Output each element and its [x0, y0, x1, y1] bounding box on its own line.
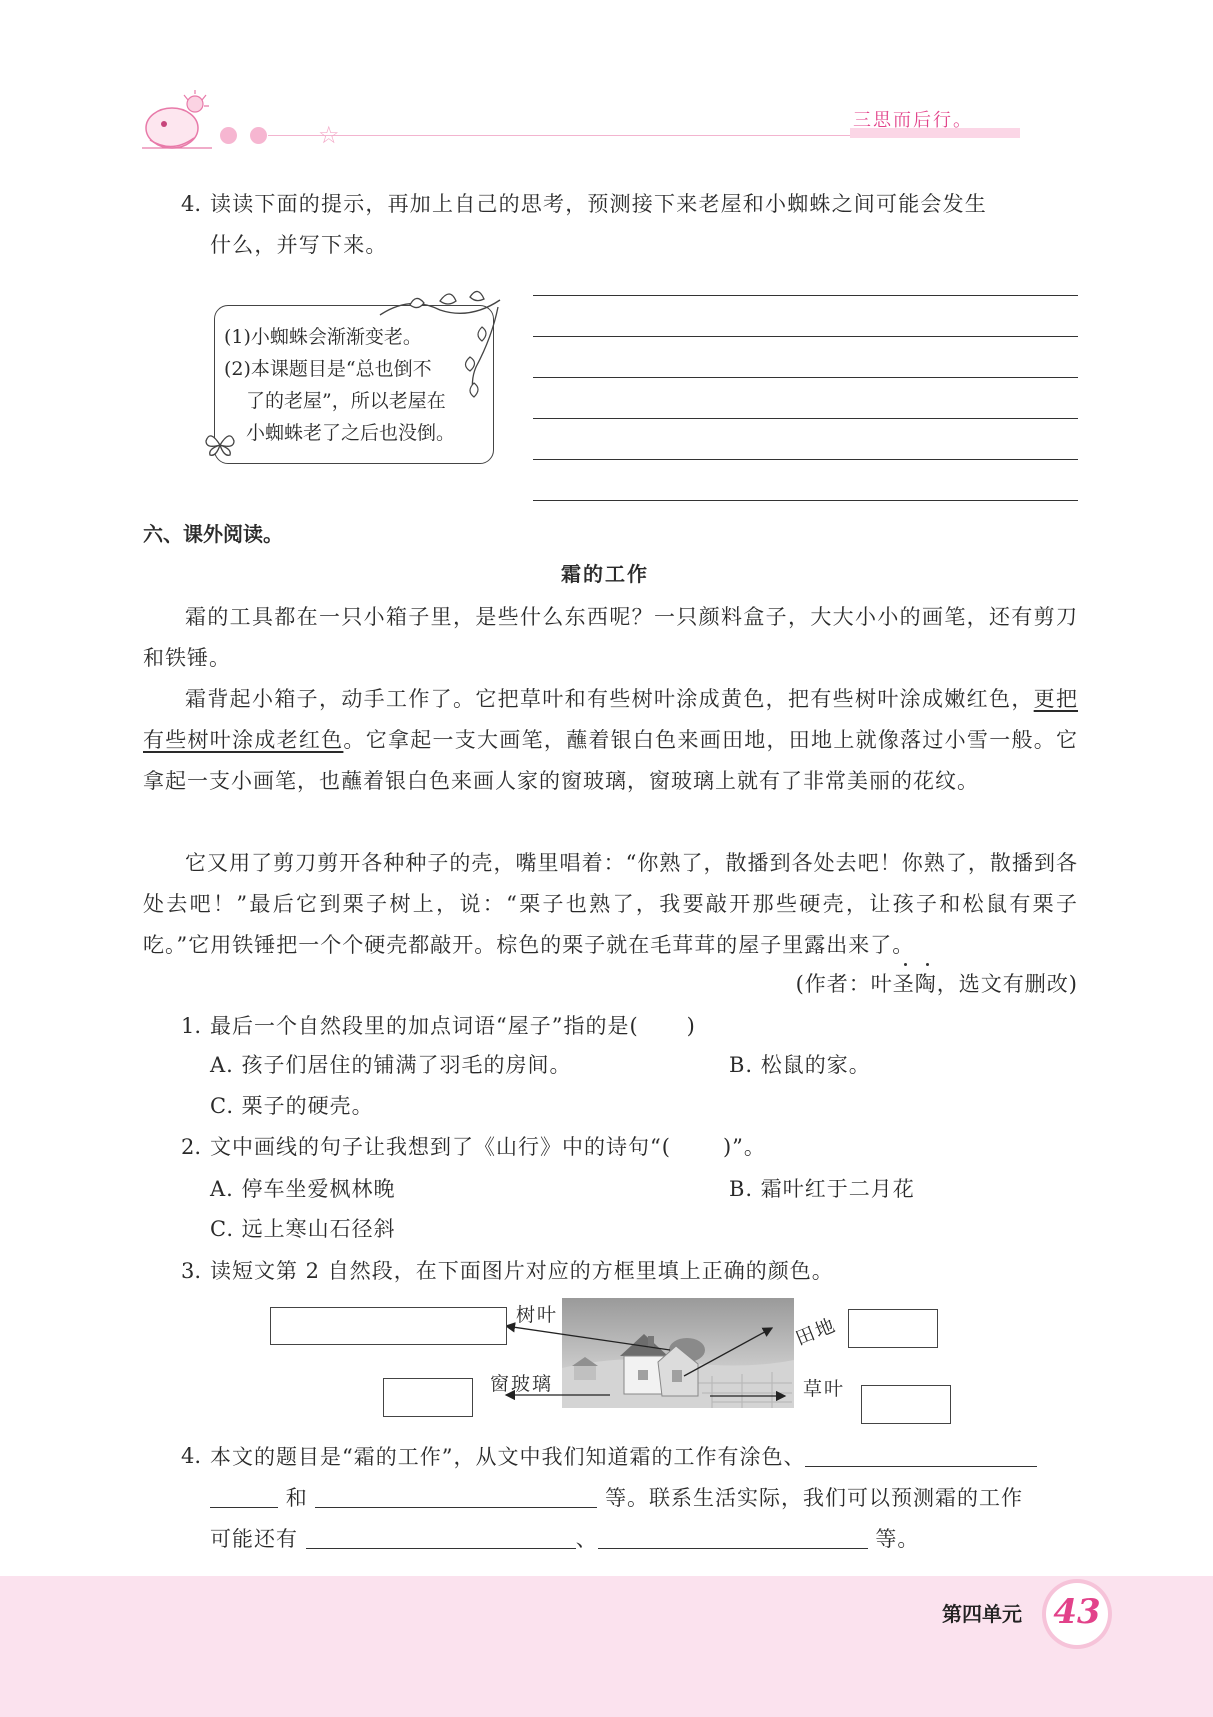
q1-text: 最后一个自然段里的加点词语“屋子”指的是( ) — [210, 1014, 696, 1038]
label-leaves: 树叶 — [516, 1304, 559, 1326]
hint-card-butterfly-icon — [203, 430, 237, 460]
hint-2c: 小蜘蛛老了之后也没倒。 — [246, 422, 456, 444]
q2-option-c[interactable]: C. 远上寒山石径斜 — [210, 1217, 396, 1241]
section-heading: 六、课外阅读。 — [143, 522, 283, 546]
q2-option-a[interactable]: A. 停车坐爱枫林晚 — [210, 1177, 396, 1201]
q4-line1: 本文的题目是“霜的工作”，从文中我们知道霜的工作有涂色、 — [210, 1444, 1037, 1469]
label-grass: 草叶 — [803, 1378, 846, 1400]
q4-blank-1[interactable] — [805, 1444, 1037, 1467]
q4-blank-4[interactable] — [306, 1526, 576, 1549]
hint-2b: 了的老屋”，所以老屋在 — [246, 390, 446, 412]
q2-option-b[interactable]: B. 霜叶红于二月花 — [729, 1177, 915, 1201]
answer-line-6[interactable] — [533, 500, 1078, 501]
header-dot-2 — [250, 127, 267, 144]
passage-title: 霜的工作 — [561, 562, 649, 586]
q2-text: 文中画线的句子让我想到了《山行》中的诗句“( )”。 — [210, 1135, 766, 1159]
answer-box-grass[interactable] — [861, 1385, 951, 1424]
q4-blank-5[interactable] — [598, 1526, 868, 1549]
q4-top-number: 4. — [181, 192, 202, 216]
answer-box-window[interactable] — [383, 1378, 473, 1417]
q3-number: 3. — [181, 1259, 202, 1283]
footer-band — [0, 1576, 1213, 1717]
answer-box-field[interactable] — [848, 1309, 938, 1348]
q4-top-line1: 读读下面的提示，再加上自己的思考，预测接下来老屋和小蜘蛛之间可能会发生 — [210, 192, 987, 216]
q1-option-b[interactable]: B. 松鼠的家。 — [729, 1053, 871, 1077]
q1-number: 1. — [181, 1014, 202, 1038]
hint-1: (1)小蜘蛛会渐渐变老。 — [224, 326, 422, 348]
header-dot-1 — [220, 127, 237, 144]
dotted-word-wuzi: 屋子 — [738, 933, 783, 957]
header-mascot — [140, 90, 215, 155]
header-star-icon: ☆ — [318, 121, 340, 149]
q4-top-line2: 什么，并写下来。 — [210, 233, 388, 257]
answer-line-1[interactable] — [533, 295, 1078, 296]
answer-line-3[interactable] — [533, 377, 1078, 378]
footer-unit: 第四单元 — [942, 1602, 1022, 1626]
q2-number: 2. — [181, 1135, 202, 1159]
passage-paragraph-2: 霜背起小箱子，动手工作了。它把草叶和有些树叶涂成黄色，把有些树叶涂成嫩红色，更把有些树叶涂成老红色。它拿起一支大画笔，蘸着银白色来画田地，田地上就像落过小雪一般。它拿起一支小画笔，也蘸着银白色来画人家的窗玻璃，窗玻璃上就有了非常美丽的花纹。 — [143, 687, 1079, 793]
q1-option-a[interactable]: A. 孩子们居住的铺满了羽毛的房间。 — [210, 1053, 572, 1077]
label-window: 窗玻璃 — [490, 1373, 554, 1395]
passage-paragraph-3: 它又用了剪刀剪开各种种子的壳，嘴里唱着：“你熟了，散播到各处去吧！你熟了，散播到各处去吧！”最后它到栗子树上，说：“栗子也熟了，我要敲开那些硬壳，让孩子和松鼠有栗子吃。”它用铁锤把一个个硬壳都敲开。棕色的栗子就在毛茸茸的屋子里露出来了。 — [143, 851, 1078, 957]
header-motto: 三思而后行。 — [853, 110, 973, 131]
q4-blank-3[interactable] — [315, 1485, 597, 1508]
q1-option-c[interactable]: C. 栗子的硬壳。 — [210, 1094, 374, 1118]
underlined-sentence: 更把有些树叶涂成老红色 — [143, 687, 1079, 752]
answer-line-5[interactable] — [533, 459, 1078, 460]
passage-source: (作者：叶圣陶，选文有删改) — [795, 972, 1078, 996]
label-field: 田地 — [792, 1313, 840, 1351]
answer-box-leaves[interactable] — [270, 1307, 507, 1345]
q4-line3: 可能还有 、 等。 — [210, 1527, 920, 1551]
answer-line-2[interactable] — [533, 336, 1078, 337]
q4-blank-2[interactable] — [210, 1485, 278, 1508]
q4-line2: 和 等。联系生活实际，我们可以预测霜的工作 — [210, 1485, 1023, 1510]
q4-number: 4. — [181, 1444, 202, 1468]
q3-text: 读短文第 2 自然段，在下面图片对应的方框里填上正确的颜色。 — [210, 1259, 834, 1283]
answer-line-4[interactable] — [533, 418, 1078, 419]
footer-page-number: 43 — [1053, 1592, 1101, 1632]
passage-paragraph-1: 霜的工具都在一只小箱子里，是些什么东西呢？一只颜料盒子，大大小小的画笔，还有剪刀和铁锤。 — [143, 605, 1078, 670]
emphasis-dot-1 — [904, 963, 907, 966]
emphasis-dot-2 — [926, 963, 929, 966]
hint-2a: (2)本课题目是“总也倒不 — [224, 358, 432, 380]
